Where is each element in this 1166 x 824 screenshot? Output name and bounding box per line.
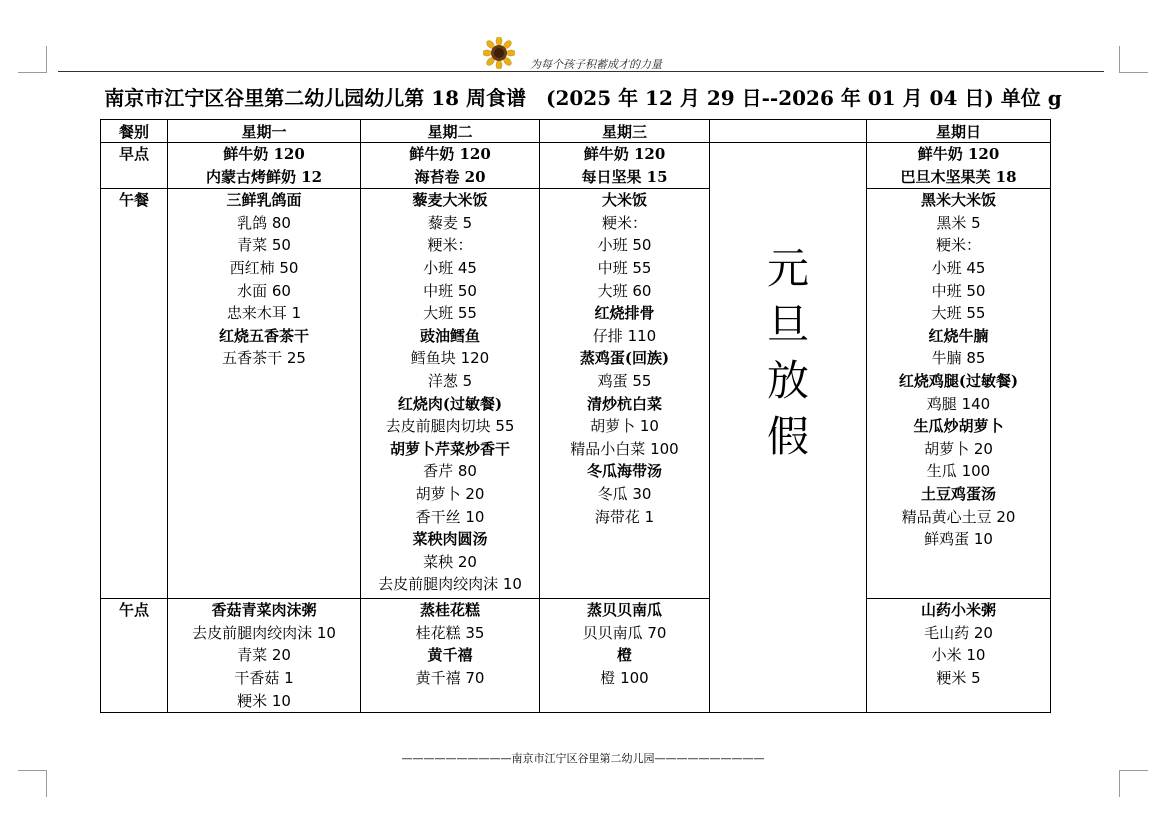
ingredient-line: 粳米 10 — [237, 691, 291, 710]
dish-name: 每日坚果 15 — [581, 167, 668, 186]
header-wednesday: 星期三 — [540, 120, 710, 143]
lunch-sunday-cell — [867, 189, 1051, 599]
ingredient-line: 去皮前腿肉切块 55 — [385, 417, 515, 436]
dish-name: 红烧排骨 — [594, 304, 655, 323]
page-corner-mark-bottom-left — [18, 770, 47, 797]
ingredient-line: 粳米： — [427, 236, 473, 255]
dish-name: 橙 — [616, 646, 632, 665]
ingredient-line: 中班 55 — [597, 258, 652, 277]
holiday-notice-cell — [710, 143, 867, 713]
holiday-char: 旦 — [766, 300, 809, 349]
ingredient-line: 海带花 1 — [594, 507, 655, 526]
ingredient-line: 干香菇 1 — [234, 668, 294, 687]
ingredient-line: 生瓜 100 — [926, 462, 991, 481]
dish-name: 黑米大米饭 — [920, 191, 996, 210]
ingredient-line: 毛山药 20 — [924, 623, 993, 642]
breakfast-wednesday-cell — [540, 143, 710, 189]
lunch-tuesday-cell — [361, 189, 540, 599]
holiday-char: 元 — [766, 244, 809, 293]
dish-name: 巴旦木坚果芙 18 — [900, 167, 1017, 186]
ingredient-line: 小班 45 — [931, 258, 986, 277]
ingredient-line: 鳕鱼块 120 — [410, 349, 490, 368]
dish-name: 蒸桂花糕 — [419, 601, 480, 620]
page-corner-mark-top-right — [1119, 46, 1148, 73]
ingredient-line: 鸡蛋 55 — [597, 371, 652, 390]
dish-name: 山药小米粥 — [920, 601, 996, 620]
lunch-wednesday-cell — [540, 189, 710, 599]
header-slogan: 为每个孩子积蓄成才的力量 — [530, 58, 662, 71]
header-monday: 星期一 — [168, 120, 361, 143]
dish-name: 内蒙古烤鲜奶 12 — [205, 167, 323, 186]
breakfast-monday-cell — [168, 143, 361, 189]
header-divider — [58, 71, 1104, 72]
dish-name: 鲜牛奶 120 — [917, 145, 1000, 163]
dish-name: 红烧鸡腿(过敏餐) — [898, 371, 1019, 390]
page-title: 南京市江宁区谷里第二幼儿园幼儿第 18 周食谱 (2025 年 12 月 29 日--2026 年 01 月 04 日) 单位 g — [104, 86, 1062, 110]
ingredient-line: 乳鸽 80 — [237, 213, 291, 232]
ingredient-line: 胡萝卜 10 — [590, 417, 659, 436]
ingredient-line: 胡萝卜 20 — [415, 484, 485, 503]
ingredient-line: 仔排 110 — [592, 326, 657, 345]
holiday-notice — [710, 143, 866, 465]
breakfast-tuesday-cell — [361, 143, 540, 189]
ingredient-line: 藜麦 5 — [427, 213, 473, 232]
ingredient-line: 青菜 20 — [237, 646, 291, 665]
ingredient-line: 青菜 50 — [237, 236, 291, 255]
header-tuesday: 星期二 — [361, 120, 540, 143]
ingredient-line: 贝贝南瓜 70 — [582, 623, 667, 642]
ingredient-line: 冬瓜 30 — [597, 484, 652, 503]
dish-name: 鲜牛奶 120 — [409, 145, 491, 163]
ingredient-line: 中班 50 — [931, 281, 986, 300]
dish-name: 豉油鳕鱼 — [419, 326, 480, 345]
ingredient-line: 桂花糕 35 — [415, 623, 485, 642]
snack-tuesday-cell — [361, 599, 540, 713]
dish-name: 清炒杭白菜 — [586, 394, 662, 413]
snack-row — [101, 599, 1051, 713]
ingredient-line: 粳米： — [601, 213, 647, 232]
dish-name: 鲜牛奶 120 — [223, 145, 305, 163]
ingredient-line: 香芹 80 — [423, 462, 477, 481]
holiday-char: 假 — [766, 412, 809, 461]
dish-name: 海苔卷 20 — [414, 167, 486, 186]
dish-name: 胡萝卜芹菜炒香干 — [389, 439, 510, 458]
ingredient-line: 橙 100 — [600, 668, 649, 687]
dish-name: 蒸鸡蛋(回族) — [579, 349, 670, 368]
dish-name: 红烧肉(过敏餐) — [397, 394, 503, 413]
page-corner-mark-bottom-right — [1119, 770, 1148, 797]
dish-name: 鲜牛奶 120 — [583, 145, 666, 163]
ingredient-line: 黑米 5 — [936, 213, 981, 232]
ingredient-line: 大班 55 — [423, 304, 477, 323]
ingredient-line: 胡萝卜 20 — [924, 439, 993, 458]
ingredient-line: 忠来木耳 1 — [226, 304, 302, 323]
ingredient-line: 菜秧 20 — [423, 552, 477, 571]
ingredient-line: 中班 50 — [423, 281, 477, 300]
ingredient-line: 精品小白菜 100 — [570, 439, 679, 458]
ingredient-line: 小米 10 — [931, 646, 986, 665]
ingredient-line: 西红柿 50 — [229, 258, 299, 277]
breakfast-sunday-cell — [867, 143, 1051, 189]
ingredient-line: 香干丝 10 — [415, 507, 485, 526]
lunch-monday-cell — [168, 189, 361, 599]
snack-monday-cell — [168, 599, 361, 713]
snack-wednesday-cell — [540, 599, 710, 713]
ingredient-line: 小班 50 — [597, 236, 652, 255]
ingredient-line: 水面 60 — [237, 281, 291, 300]
sunflower-logo-icon — [483, 37, 515, 69]
weekly-menu-table — [100, 119, 1051, 713]
breakfast-row — [101, 143, 1051, 189]
ingredient-line: 粳米： — [935, 236, 981, 255]
dish-name: 冬瓜海带汤 — [586, 462, 662, 481]
meal-label-lunch: 午餐 — [101, 189, 168, 599]
dish-name: 红烧五香茶干 — [218, 326, 309, 345]
ingredient-line: 鸡腿 140 — [926, 394, 991, 413]
ingredient-line: 去皮前腿肉绞肉沫 10 — [378, 575, 522, 594]
dish-name: 土豆鸡蛋汤 — [920, 484, 996, 503]
dish-name: 三鲜乳鸽面 — [226, 191, 302, 210]
meal-label-snack: 午点 — [101, 599, 168, 713]
meal-label-breakfast: 早点 — [101, 143, 168, 189]
ingredient-line: 小班 45 — [423, 258, 477, 277]
ingredient-line: 粳米 5 — [936, 668, 981, 687]
page-corner-mark-top-left — [18, 46, 47, 73]
table-header-row — [101, 120, 1051, 143]
snack-sunday-cell — [867, 599, 1051, 713]
ingredient-line: 大班 60 — [597, 281, 652, 300]
header-meal-type: 餐别 — [101, 120, 168, 143]
dish-name: 香菇青菜肉沫粥 — [211, 601, 317, 620]
holiday-char: 放 — [766, 356, 809, 405]
ingredient-line: 鲜鸡蛋 10 — [924, 530, 993, 549]
dish-name: 蒸贝贝南瓜 — [586, 601, 662, 620]
ingredient-line: 去皮前腿肉绞肉沫 10 — [192, 623, 336, 642]
lunch-row — [101, 189, 1051, 599]
footer-school-name: ——————————南京市江宁区谷里第二幼儿园—————————— — [401, 752, 765, 765]
ingredient-line: 大班 55 — [931, 304, 986, 323]
dish-name: 黄千禧 — [427, 646, 473, 665]
ingredient-line: 精品黄心土豆 20 — [901, 507, 1016, 526]
dish-name: 藜麦大米饭 — [412, 191, 488, 210]
ingredient-line: 五香茶干 25 — [222, 349, 306, 368]
dish-name: 红烧牛腩 — [928, 326, 989, 345]
ingredient-line: 牛腩 85 — [931, 349, 986, 368]
dish-name: 菜秧肉圆汤 — [412, 530, 488, 549]
header-holiday-blank — [710, 120, 867, 143]
dish-name: 大米饭 — [601, 191, 647, 210]
ingredient-line: 黄千禧 70 — [415, 668, 485, 687]
header-sunday: 星期日 — [867, 120, 1051, 143]
dish-name: 生瓜炒胡萝卜 — [913, 417, 1004, 436]
ingredient-line: 洋葱 5 — [427, 371, 473, 390]
